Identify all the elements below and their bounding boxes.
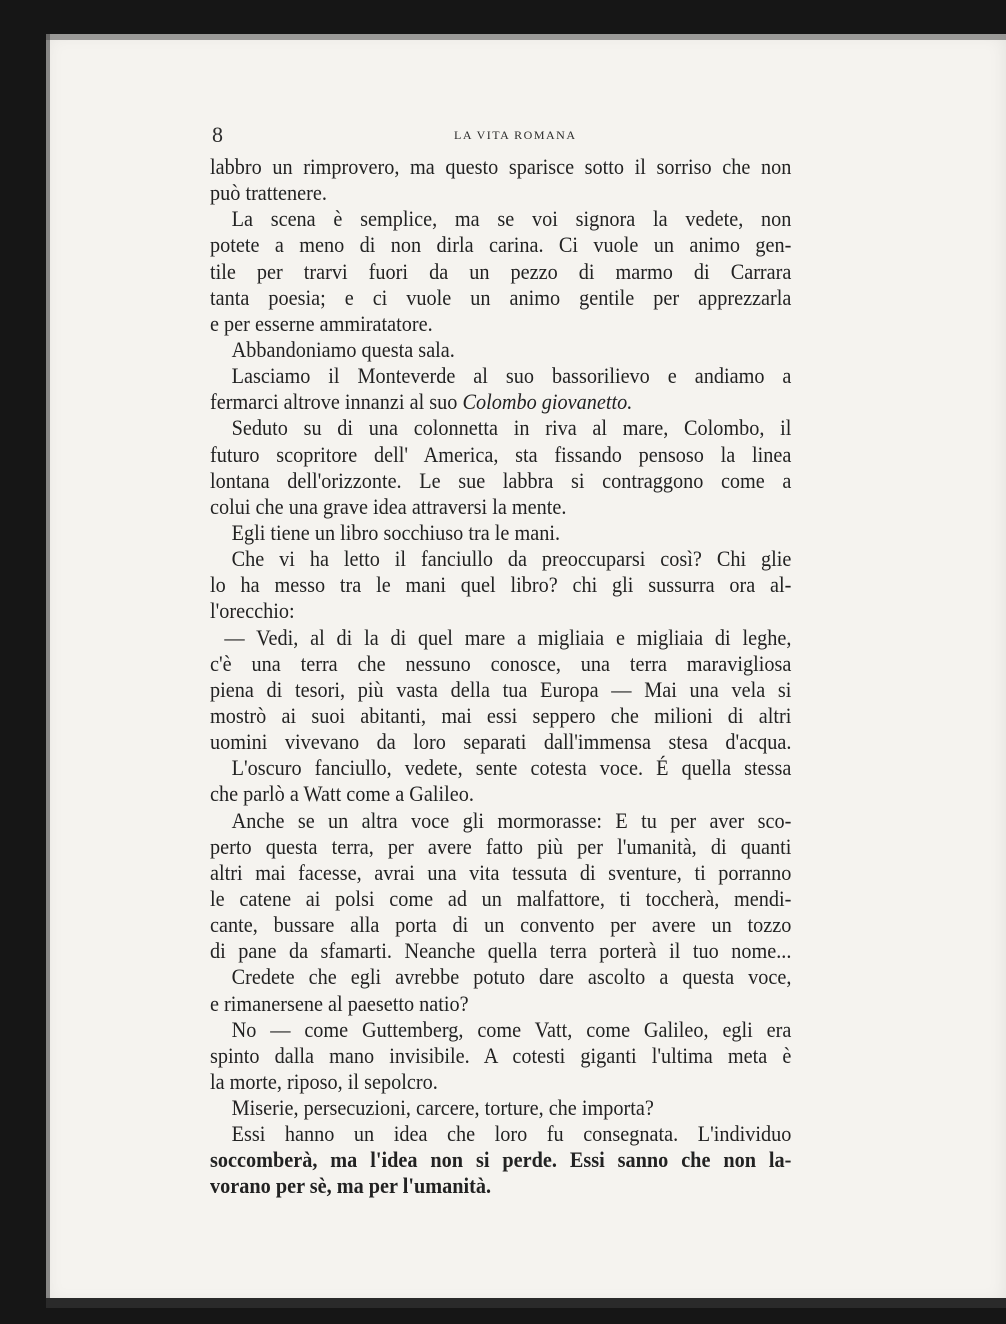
text-line: lontana dell'orizzonte. Le sue labbra si contraggono come a xyxy=(210,467,792,493)
text-line: potete a meno di non dirla carina. Ci vuole un animo gen- xyxy=(210,232,792,258)
text-line: piena di tesori, più vasta della tua Europa — Mai una vela si xyxy=(210,676,792,702)
text-line: lo ha messo tra le mani quel libro? chi gli sussurra ora al- xyxy=(210,572,792,598)
text-line: le catene ai polsi come ad un malfattore, ti toccherà, mendi- xyxy=(210,885,792,911)
text-line: — Vedi, al di la di quel mare a migliaia e migliaia di leghe, xyxy=(224,624,792,650)
text-line: perto questa terra, per avere fatto più per l'umanità, di quanti xyxy=(210,833,792,859)
text-line: soccomberà, ma l'idea non si perde. Essi sanno che non la- xyxy=(210,1147,792,1173)
page-left-edge xyxy=(46,34,50,1304)
text-line xyxy=(210,389,791,415)
text-line: spinto dalla mano invisibile. A cotesti giganti l'ultima meta è xyxy=(210,1042,792,1068)
page-top-edge xyxy=(46,34,1006,40)
text-line: l'orecchio: xyxy=(210,598,295,624)
text-line: può trattenere. xyxy=(210,180,327,206)
page-header xyxy=(212,122,852,146)
text-line: mostrò ai suoi abitanti, mai essi seppero che milioni di altri xyxy=(210,702,792,728)
italic-title: Colombo giovanetto. xyxy=(462,389,633,415)
text-segment: fermarci altrove innanzi al suo xyxy=(210,389,463,415)
text-line: tile per trarvi fuori da un pezzo di marmo di Carrara xyxy=(210,258,792,284)
text-line: altri mai facesse, avrai una vita tessuta di sventure, ti porranno xyxy=(210,859,792,885)
page-bottom-edge xyxy=(46,1298,1006,1308)
text-line: Lasciamo il Monteverde al suo bassorilievo e andiamo a xyxy=(231,363,792,389)
text-line: L'oscuro fanciullo, vedete, sente cotesta voce. É quella stessa xyxy=(231,755,792,781)
text-line: c'è una terra che nessuno conosce, una terra maravigliosa xyxy=(210,650,792,676)
text-line: Che vi ha letto il fanciullo da preoccuparsi così? Chi glie xyxy=(231,546,792,572)
text-line: colui che una grave idea attraversi la mente. xyxy=(210,493,567,519)
text-line: Credete che egli avrebbe potuto dare ascolto a questa voce, xyxy=(231,964,792,990)
running-title: LA VITA ROMANA xyxy=(454,128,577,142)
text-line: No — come Guttemberg, come Vatt, come Galileo, egli era xyxy=(231,1016,792,1042)
body-text xyxy=(210,154,791,1200)
text-line: la morte, riposo, il sepolcro. xyxy=(210,1068,438,1094)
text-line: Egli tiene un libro socchiuso tra le mani. xyxy=(231,519,561,545)
text-line: uomini vivevano da loro separati dall'immensa stesa d'acqua. xyxy=(210,729,792,755)
text-line: di pane da sfamarti. Neanche quella terra porterà il tuo nome... xyxy=(210,938,792,964)
text-line: tanta poesia; e ci vuole un animo gentile per apprezzarla xyxy=(210,284,792,310)
page-number: 8 xyxy=(212,122,223,147)
text-line: Essi hanno un idea che loro fu consegnata. L'individuo xyxy=(231,1121,792,1147)
text-line: Anche se un altra voce gli mormorasse: E tu per aver sco- xyxy=(231,807,792,833)
text-line: futuro scopritore dell' America, sta fissando pensoso la linea xyxy=(210,441,792,467)
text-line: La scena è semplice, ma se voi signora la vedete, non xyxy=(231,206,792,232)
text-line: Seduto su di una colonnetta in riva al mare, Colombo, il xyxy=(231,415,792,441)
text-line: e per esserne ammiratatore. xyxy=(210,310,433,336)
text-line: vorano per sè, ma per l'umanità. xyxy=(210,1173,492,1199)
text-line: che parlò a Watt come a Galileo. xyxy=(210,781,474,807)
text-line: cante, bussare alla porta di un convento per avere un tozzo xyxy=(210,912,792,938)
text-line: labbro un rimprovero, ma questo sparisce sotto il sorriso che non xyxy=(210,154,792,179)
text-line: Abbandoniamo questa sala. xyxy=(231,336,455,362)
text-line: e rimanersene al paesetto natio? xyxy=(210,990,469,1016)
text-line: Miserie, persecuzioni, carcere, torture, che importa? xyxy=(231,1095,654,1121)
